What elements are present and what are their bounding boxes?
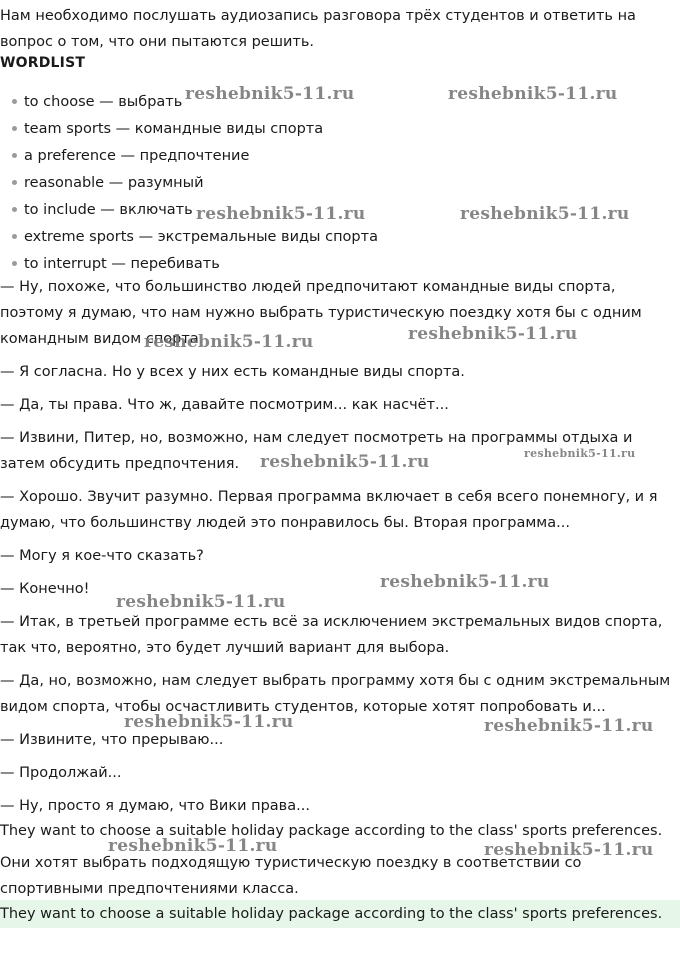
bullet-icon [12, 234, 17, 239]
bullet-icon [12, 180, 17, 185]
wordlist-item: to interrupt — перебивать [12, 252, 378, 279]
dialogue [0, 274, 680, 826]
dialogue-line: — Да, но, возможно, нам следует выбрать программу хотя бы с одним экстремальным видом спорта, чтобы осчастливить студентов, которые хотят попробовать и... [0, 673, 671, 715]
bullet-icon [12, 126, 17, 131]
wordlist-item: extreme sports — экстремальные виды спорта [12, 225, 378, 252]
watermark: reshebnik5-11.ru [484, 840, 654, 860]
dialogue-line: — Итак, в третьей программе есть всё за исключением экстремальных видов спорта, так что, вероятно, это будет лучший вариант для выбора. [0, 614, 663, 656]
watermark: reshebnik5-11.ru [144, 332, 314, 352]
dialogue-line: — Хорошо. Звучит разумно. Первая программа включает в себя всего понемногу, и я думаю, что большинству людей это понравилось бы. Вторая программа... [0, 489, 658, 531]
dialogue-line: — Ну, просто я думаю, что Вики права... [0, 798, 310, 814]
bullet-icon [12, 153, 17, 158]
dialogue-line: — Я согласна. Но у всех у них есть командные виды спорта. [0, 364, 465, 380]
dialogue-line: — Конечно! [0, 581, 90, 597]
bullet-icon [12, 207, 17, 212]
dialogue-line: — Продолжай... [0, 765, 122, 781]
answer-russian: Они хотят выбрать подходящую туристическую поездку в соответствии со спортивными предпочтениями класса. [0, 855, 582, 897]
wordlist-item: a preference — предпочтение [12, 144, 378, 171]
answer-highlight: They want to choose a suitable holiday package according to the class' sports preferences. [0, 900, 680, 928]
bullet-icon [12, 99, 17, 104]
watermark: reshebnik5-11.ru [484, 716, 654, 736]
dialogue-line: — Да, ты права. Что ж, давайте посмотрим... как насчёт... [0, 397, 449, 413]
watermark: reshebnik5-11.ru [185, 84, 355, 104]
watermark: reshebnik5-11.ru [380, 572, 550, 592]
bullet-icon [12, 261, 17, 266]
wordlist-heading: WORDLIST [0, 55, 86, 71]
wordlist-item: to include — включать [12, 198, 378, 225]
answer-english: They want to choose a suitable holiday package according to the class' sports preferences. [0, 823, 663, 839]
watermark: reshebnik5-11.ru [116, 592, 286, 612]
watermark: reshebnik5-11.ru [124, 712, 294, 732]
watermark: reshebnik5-11.ru [524, 447, 636, 460]
watermark: reshebnik5-11.ru [108, 836, 278, 856]
dialogue-line: — Могу я кое-что сказать? [0, 548, 204, 564]
dialogue-line: — Извини, Питер, но, возможно, нам следует посмотреть на программы отдыха и затем обсудить предпочтения. [0, 430, 633, 472]
wordlist-item: team sports — командные виды спорта [12, 117, 378, 144]
wordlist [12, 90, 378, 279]
wordlist-item: reasonable — разумный [12, 171, 378, 198]
watermark: reshebnik5-11.ru [408, 324, 578, 344]
watermark: reshebnik5-11.ru [460, 204, 630, 224]
dialogue-line: — Ну, похоже, что большинство людей предпочитают командные виды спорта, поэтому я думаю, что нам нужно выбрать туристическую поездку хотя бы с одним командным видом спорта. [0, 279, 642, 347]
task-intro: Нам необходимо послушать аудиозапись разговора трёх студентов и ответить на вопрос о том, что они пытаются решить. [0, 8, 636, 50]
dialogue-line: — Извините, что прерываю... [0, 732, 224, 748]
wordlist-item: to choose — выбрать [12, 90, 378, 117]
watermark: reshebnik5-11.ru [196, 204, 366, 224]
watermark: reshebnik5-11.ru [448, 84, 618, 104]
watermark: reshebnik5-11.ru [260, 452, 430, 472]
